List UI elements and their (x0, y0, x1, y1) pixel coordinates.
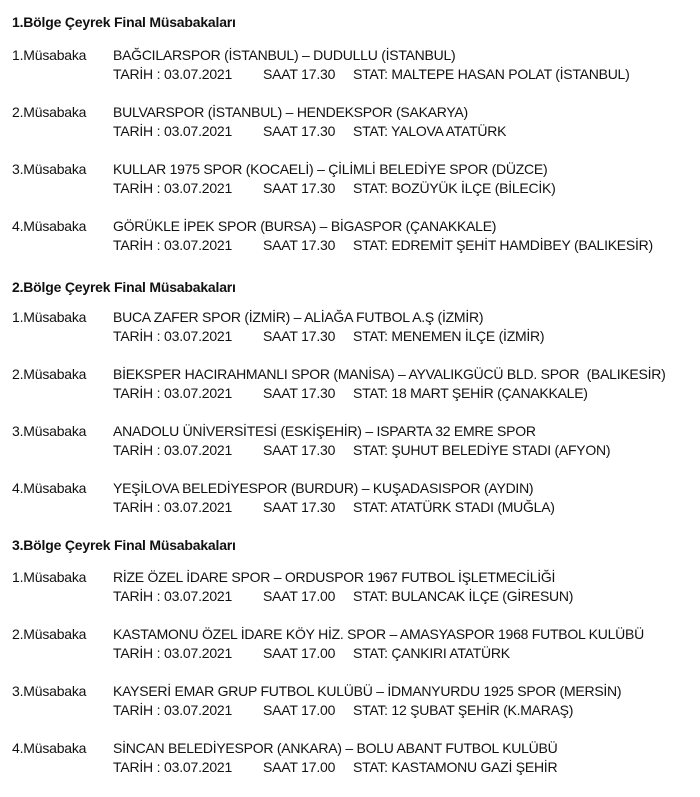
match-teams: ANADOLU ÜNİVERSİTESİ (ESKİŞEHİR) – ISPARTA 32 EMRE SPOR (113, 423, 536, 439)
match-date: TARİH : 03.07.2021 (113, 645, 233, 661)
match-date: TARİH : 03.07.2021 (113, 237, 233, 253)
match-date: TARİH : 03.07.2021 (113, 499, 233, 515)
match-number: 1.Müsabaka (12, 47, 87, 63)
match-date: TARİH : 03.07.2021 (113, 66, 233, 82)
match-teams: BAĞCILARSPOR (İSTANBUL) – DUDULLU (İSTANBUL) (113, 47, 456, 63)
match-row (0, 47, 700, 87)
match-time: SAAT 17.30 (263, 237, 336, 253)
match-number: 2.Müsabaka (12, 626, 87, 642)
match-time: SAAT 17.30 (263, 66, 336, 82)
match-number: 1.Müsabaka (12, 309, 87, 325)
match-number: 2.Müsabaka (12, 366, 87, 382)
match-date: TARİH : 03.07.2021 (113, 328, 233, 344)
match-teams: BUCA ZAFER SPOR (İZMİR) – ALİAĞA FUTBOL A.Ş (İZMİR) (113, 309, 484, 325)
match-row (0, 161, 700, 201)
match-time: SAAT 17.00 (263, 645, 336, 661)
match-date: TARİH : 03.07.2021 (113, 442, 233, 458)
match-date: TARİH : 03.07.2021 (113, 385, 233, 401)
match-row (0, 309, 700, 349)
match-teams: KULLAR 1975 SPOR (KOCAELİ) – ÇİLİMLİ BELEDİYE SPOR (DÜZCE) (113, 161, 548, 177)
match-row (0, 569, 700, 609)
match-time: SAAT 17.00 (263, 759, 336, 775)
match-number: 3.Müsabaka (12, 683, 87, 699)
match-time: SAAT 17.00 (263, 702, 336, 718)
match-venue: STAT: YALOVA ATATÜRK (353, 123, 507, 139)
match-teams: BİEKSPER HACIRAHMANLI SPOR (MANİSA) – AYVALIKGÜCÜ BLD. SPOR (BALIKESİR) (113, 366, 666, 382)
match-row (0, 104, 700, 144)
match-row (0, 626, 700, 666)
match-venue: STAT: 18 MART ŞEHİR (ÇANAKKALE) (353, 385, 588, 401)
match-teams: BULVARSPOR (İSTANBUL) – HENDEKSPOR (SAKARYA) (113, 104, 468, 120)
section-title: 1.Bölge Çeyrek Final Müsabakaları (12, 14, 236, 30)
match-teams: KASTAMONU ÖZEL İDARE KÖY HİZ. SPOR – AMASYASPOR 1968 FUTBOL KULÜBÜ (113, 626, 644, 642)
match-venue: STAT: ÇANKIRI ATATÜRK (353, 645, 510, 661)
match-time: SAAT 17.30 (263, 123, 336, 139)
match-venue: STAT: ŞUHUT BELEDİYE STADI (AFYON) (353, 442, 611, 458)
match-date: TARİH : 03.07.2021 (113, 180, 233, 196)
match-venue: STAT: MENEMEN İLÇE (İZMİR) (353, 328, 545, 344)
match-time: SAAT 17.30 (263, 499, 336, 515)
match-number: 2.Müsabaka (12, 104, 87, 120)
match-teams: GÖRÜKLE İPEK SPOR (BURSA) – BİGASPOR (ÇANAKKALE) (113, 218, 497, 234)
match-venue: STAT: KASTAMONU GAZİ ŞEHİR (353, 759, 558, 775)
match-venue: STAT: 12 ŞUBAT ŞEHİR (K.MARAŞ) (353, 702, 574, 718)
match-venue: STAT: MALTEPE HASAN POLAT (İSTANBUL) (353, 66, 630, 82)
match-date: TARİH : 03.07.2021 (113, 588, 233, 604)
match-time: SAAT 17.30 (263, 385, 336, 401)
match-venue: STAT: EDREMİT ŞEHİT HAMDİBEY (BALIKESİR) (353, 237, 653, 253)
match-number: 3.Müsabaka (12, 423, 87, 439)
match-date: TARİH : 03.07.2021 (113, 759, 233, 775)
match-number: 4.Müsabaka (12, 740, 87, 756)
section-title: 3.Bölge Çeyrek Final Müsabakaları (12, 537, 236, 553)
match-date: TARİH : 03.07.2021 (113, 702, 233, 718)
match-venue: STAT: BOZÜYÜK İLÇE (BİLECİK) (353, 180, 556, 196)
match-number: 4.Müsabaka (12, 218, 87, 234)
match-row (0, 218, 700, 258)
match-number: 4.Müsabaka (12, 480, 87, 496)
match-teams: KAYSERİ EMAR GRUP FUTBOL KULÜBÜ – İDMANYURDU 1925 SPOR (MERSİN) (113, 683, 622, 699)
match-teams: SİNCAN BELEDİYESPOR (ANKARA) – BOLU ABANT FUTBOL KULÜBÜ (113, 740, 558, 756)
match-venue: STAT: BULANCAK İLÇE (GİRESUN) (353, 588, 574, 604)
match-row (0, 366, 700, 406)
match-time: SAAT 17.30 (263, 180, 336, 196)
match-number: 3.Müsabaka (12, 161, 87, 177)
match-row (0, 480, 700, 520)
match-number: 1.Müsabaka (12, 569, 87, 585)
match-time: SAAT 17.30 (263, 328, 336, 344)
match-row (0, 683, 700, 723)
match-row (0, 423, 700, 463)
match-teams: RİZE ÖZEL İDARE SPOR – ORDUSPOR 1967 FUTBOL İŞLETMECİLİĞİ (113, 569, 556, 585)
match-teams: YEŞİLOVA BELEDİYESPOR (BURDUR) – KUŞADASISPOR (AYDIN) (113, 480, 534, 496)
match-time: SAAT 17.30 (263, 442, 336, 458)
match-row (0, 740, 700, 780)
match-venue: STAT: ATATÜRK STADI (MUĞLA) (353, 499, 555, 515)
section-title: 2.Bölge Çeyrek Final Müsabakaları (12, 279, 236, 295)
match-time: SAAT 17.00 (263, 588, 336, 604)
match-date: TARİH : 03.07.2021 (113, 123, 233, 139)
